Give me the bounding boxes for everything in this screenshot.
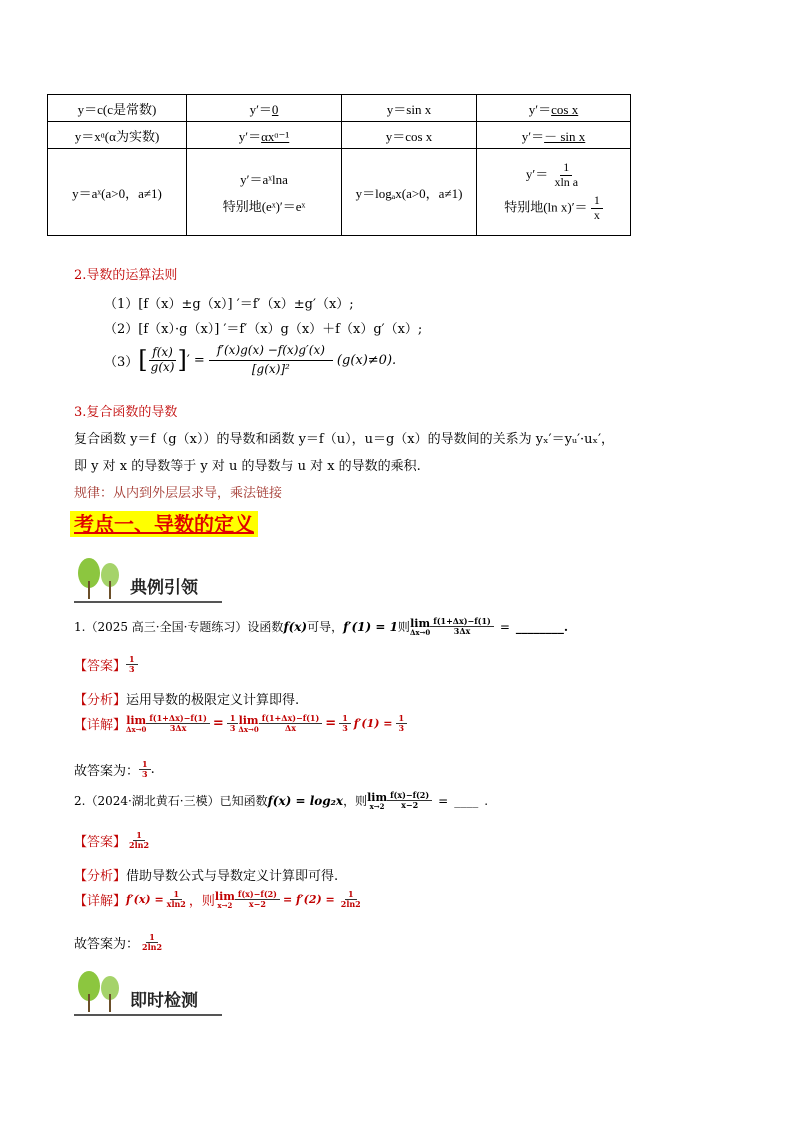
section-3-title: 3.复合函数的导数: [74, 405, 178, 420]
numerator: 1: [126, 655, 138, 665]
banner-underline: [74, 1014, 222, 1016]
analysis-text: 运用导数的极限定义计算即得.: [126, 693, 300, 708]
answer-blank: ________.: [515, 619, 569, 634]
fraction: [209, 344, 333, 377]
detail-row: [74, 890, 364, 909]
question-text: 可导，: [307, 620, 344, 635]
analysis-label: 【分析】: [74, 869, 127, 884]
cell-formula: [481, 194, 626, 223]
limit: [215, 891, 235, 909]
cell-text: y＝aˣ(a>0，a≠1): [72, 185, 162, 201]
table-row: [48, 95, 631, 122]
prime-mark: ′ =: [186, 352, 205, 368]
equals-sign: =: [438, 793, 449, 808]
numerator: 1: [339, 714, 351, 724]
denominator: 3: [342, 723, 348, 734]
numerator: 1: [133, 831, 145, 841]
question-text: 2.（2024·湖北黄石·三模）已知函数: [74, 794, 268, 809]
analysis-row: [74, 865, 338, 884]
numerator: 1: [591, 194, 603, 209]
rule-3: [104, 344, 396, 377]
denominator: x−2: [401, 800, 419, 811]
fraction: [551, 161, 581, 190]
right-bracket: ]: [177, 346, 187, 375]
numerator: f′(x)g(x) −f(x)g′(x): [209, 344, 333, 361]
table-cell: [342, 149, 477, 236]
answer-row: [74, 831, 152, 850]
left-bracket: [: [138, 346, 148, 375]
lim-text: lim: [410, 616, 431, 630]
derivative-formula-table: [47, 94, 631, 236]
cell-text: y＝c(c是常数): [77, 101, 157, 117]
fraction: [164, 890, 189, 909]
answer-label: 【答案】: [74, 835, 127, 851]
answer-row: [74, 655, 138, 674]
tree-icon: [74, 970, 126, 1014]
fraction: [430, 617, 494, 636]
cell-text: y′＝: [249, 101, 272, 117]
limit: [238, 715, 258, 733]
table-cell: [477, 122, 631, 149]
rule-2: （2）[f（x）·g（x）] ′＝f′（x）g（x）＋f（x）g′（x）;: [104, 322, 423, 337]
composite-rule-tip: 规律：从内到外层层求导，乘法链接: [74, 486, 283, 501]
cell-text: 特别地(ln x)′＝: [504, 199, 588, 215]
detail-label: 【详解】: [74, 718, 127, 734]
limit: [367, 792, 387, 810]
detail-row: [74, 714, 407, 733]
math-expr: f′(1) = 1: [343, 619, 398, 634]
table-row: [48, 122, 631, 149]
cell-answer: αxᵅ⁻¹: [261, 128, 290, 144]
answer-label: 【答案】: [74, 659, 127, 675]
lim-subscript: Δx→0: [126, 724, 147, 734]
math-expr: f(x): [283, 619, 308, 634]
math-expr: f′(x) =: [126, 893, 164, 907]
table-cell: [477, 95, 631, 122]
numerator: 1: [146, 933, 158, 943]
table-cell: [48, 95, 187, 122]
equals-sign: =: [212, 716, 224, 732]
numerator: f(x): [149, 346, 176, 361]
cell-text: y＝logₐx(a>0，a≠1): [355, 185, 463, 201]
denominator: xln a: [554, 175, 579, 190]
table-row: [48, 149, 631, 236]
denominator: [g(x)]²: [251, 361, 290, 376]
denominator: 3: [142, 769, 148, 780]
numerator: 1: [170, 890, 182, 900]
denominator: g(x): [150, 359, 175, 374]
numerator: 1: [227, 714, 239, 724]
numerator: f(1+Δx)−f(1): [259, 714, 323, 724]
period: .: [484, 793, 489, 808]
cell-formula: [481, 161, 626, 190]
table-cell: [187, 95, 342, 122]
banner-examples: [74, 557, 224, 605]
math-expr: f(x) = log₂x: [267, 793, 344, 808]
denominator: x−2: [248, 899, 266, 910]
denominator: 3: [398, 723, 405, 734]
conclusion-row: [74, 933, 165, 952]
answer-fraction: [126, 831, 152, 850]
fraction: [139, 760, 151, 779]
denominator: 2ln2: [129, 840, 150, 851]
question-1: [74, 617, 568, 636]
lim-text: lim: [214, 889, 235, 903]
numerator: 1: [560, 161, 572, 176]
lim-subscript: x→2: [369, 801, 385, 811]
cell-text: y′＝: [528, 101, 552, 117]
question-text: 则: [397, 620, 410, 635]
fraction: [139, 933, 165, 952]
denominator: 3Δx: [169, 723, 187, 734]
table-cell: [187, 149, 342, 236]
math-expr: f′(1) =: [353, 717, 393, 731]
cell-text: y＝xᵅ(α为实数): [74, 128, 160, 144]
cell-text: y＝cos x: [385, 128, 433, 144]
denominator: x: [593, 207, 600, 222]
fraction: [387, 791, 432, 810]
numerator: f(1+Δx)−f(1): [430, 617, 494, 627]
banner-quick-check: [74, 970, 224, 1018]
section-heading: 考点一、导数的定义: [70, 511, 258, 537]
fraction: [591, 194, 603, 223]
composite-rule-line-1: 复合函数 y＝f（g（x））的导数和函数 y＝f（u），u＝g（x）的导数间的关系为 yₓ′＝yᵤ′·uₓ′，: [74, 432, 615, 447]
answer-fraction: [126, 655, 138, 674]
table-cell: [48, 122, 187, 149]
equals-sign: =: [325, 716, 337, 732]
question-2: [74, 791, 488, 810]
lim-text: lim: [238, 713, 259, 727]
table-cell: [187, 122, 342, 149]
denominator: xln2: [166, 899, 186, 910]
cell-text: y＝sin x: [386, 101, 432, 117]
numerator: f(x)−f(2): [387, 791, 432, 801]
banner-title: 即时检测: [130, 991, 198, 1011]
denominator: 3: [129, 664, 135, 675]
fraction: [148, 346, 178, 375]
analysis-row: [74, 689, 299, 708]
cell-text: 特别地(eˣ)′＝eˣ: [222, 199, 306, 214]
cell-answer: cos x: [551, 101, 579, 117]
composite-rule-line-2: 即 y 对 x 的导数等于 y 对 u 的导数与 u 对 x 的导数的乘积.: [74, 459, 421, 474]
section-2-title: 2.导数的运算法则: [74, 268, 178, 283]
lim-text: lim: [126, 713, 147, 727]
detail-text: ，则: [188, 894, 215, 910]
lim-text: lim: [367, 790, 388, 804]
rule-3-label: （3）: [104, 354, 139, 370]
limit: [126, 715, 146, 733]
period: .: [150, 762, 155, 778]
lim-subscript: x→2: [217, 900, 233, 910]
analysis-text: 借助导数公式与导数定义计算即可得.: [126, 869, 339, 884]
fraction: [396, 714, 408, 733]
cell-answer: － sin x: [544, 128, 586, 144]
numerator: 1: [396, 714, 408, 724]
fraction: [146, 714, 210, 733]
conclusion-row: [74, 760, 155, 779]
equals-sign: =: [499, 619, 510, 634]
conclusion-text: 故答案为：: [74, 937, 140, 953]
analysis-label: 【分析】: [74, 693, 127, 708]
conclusion-text: 故答案为：: [74, 764, 140, 780]
cell-answer: 0: [271, 101, 279, 117]
question-text: ，则: [343, 794, 368, 809]
denominator: Δx: [285, 723, 296, 734]
fraction: [259, 714, 323, 733]
table-cell: [342, 122, 477, 149]
answer-blank: ____: [454, 793, 479, 808]
fraction: [227, 714, 239, 733]
cell-text: y′＝: [525, 166, 549, 182]
lim-subscript: Δx→0: [238, 724, 259, 734]
denominator: 3: [229, 723, 236, 734]
tree-icon: [74, 557, 126, 601]
rule-1: （1）[f（x）±g（x）] ′＝f′（x）±g′（x）;: [104, 297, 354, 312]
fraction: [339, 714, 351, 733]
fraction: [338, 890, 364, 909]
banner-title: 典例引领: [130, 578, 198, 598]
limit: [410, 618, 430, 636]
numerator: f(x)−f(2): [235, 890, 280, 900]
numerator: 1: [345, 890, 357, 900]
table-cell: [48, 149, 187, 236]
detail-label: 【详解】: [74, 894, 127, 910]
table-cell: [342, 95, 477, 122]
fraction: [235, 890, 280, 909]
denominator: 2ln2: [142, 942, 163, 953]
condition: (g(x)≠0).: [336, 352, 397, 368]
denominator: 3Δx: [453, 626, 471, 637]
cell-text: y′＝: [521, 128, 545, 144]
denominator: 2ln2: [340, 899, 361, 910]
lim-subscript: Δx→0: [409, 627, 431, 637]
math-expr: = f′(2) =: [282, 893, 335, 907]
cell-text: y′＝: [238, 128, 262, 144]
numerator: 1: [139, 760, 151, 770]
numerator: f(1+Δx)−f(1): [146, 714, 210, 724]
banner-underline: [74, 601, 222, 603]
question-text: 1.（2025 高三·全国·专题练习）设函数: [74, 620, 284, 635]
table-cell: [477, 149, 631, 236]
cell-text: y′＝aˣlna: [240, 172, 288, 187]
